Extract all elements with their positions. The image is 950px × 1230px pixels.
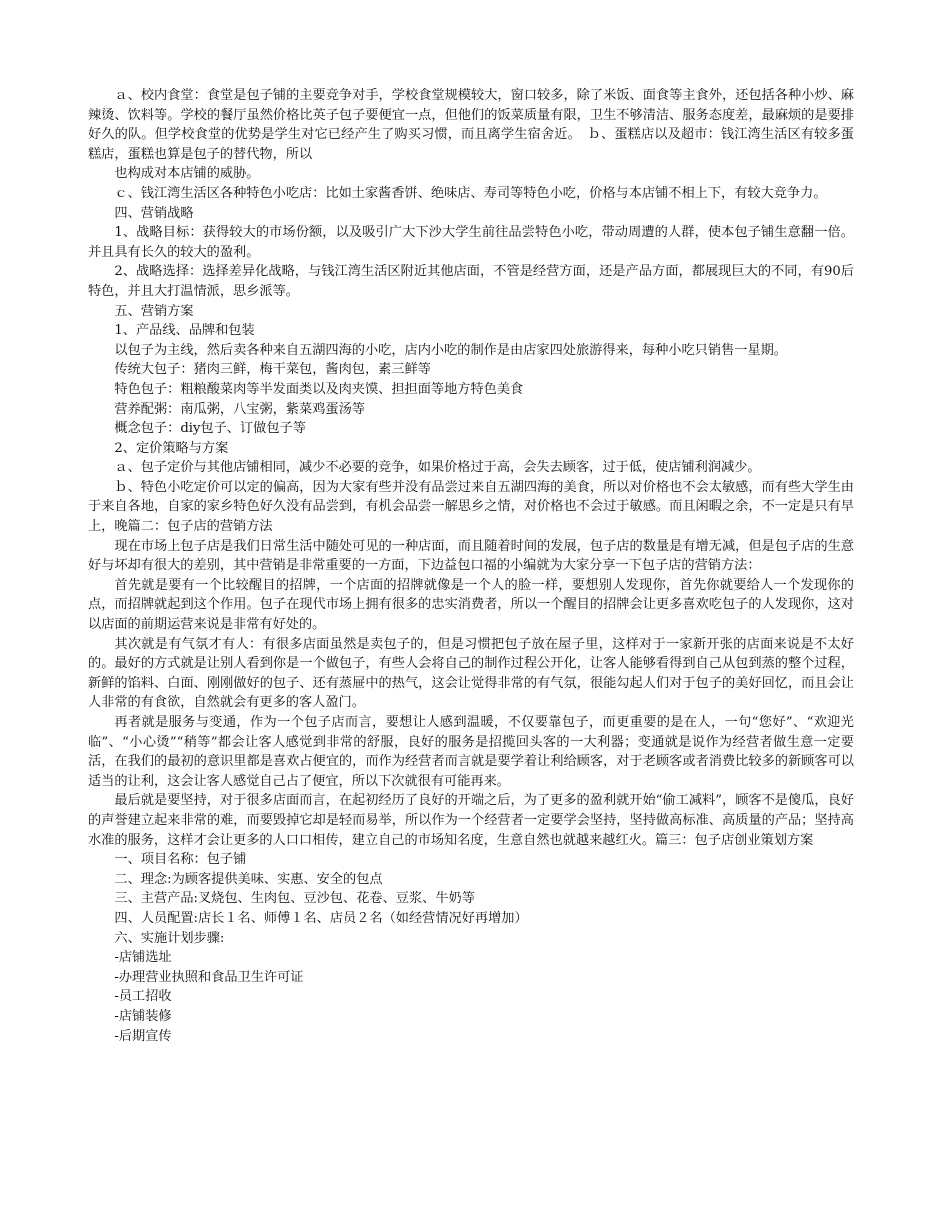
list-item-concept-buns: 概念包子：diy包子、订做包子等 <box>114 421 306 437</box>
paragraph-pricing-a: ａ、包子定价与其他店铺相同，减少不必要的竞争，如果价格过于高，会失去顾客，过于低，使店铺利润减少。 <box>114 460 761 476</box>
step-recruitment: -员工招收 <box>114 989 172 1005</box>
heading-marketing-plan: 五、营销方案 <box>114 303 194 319</box>
subheading-product-line: 1、产品线、品牌和包装 <box>114 323 255 339</box>
list-item-staffing: 四、人员配置:店长１名、师傅１名、店员２名（如经营情况好再增加） <box>114 910 528 926</box>
paragraph-strategy-goal: 1、战略目标：获得较大的市场份额，以及吸引广大下沙大学生前往品尝特色小吃，带动周遭的人群，使本包子铺生意翻一倍。并且具有长久的较大的盈利。 <box>88 225 854 260</box>
step-license: -办理营业执照和食品卫生许可证 <box>114 969 304 985</box>
paragraph-cake-threat: 也构成对本店铺的威胁。 <box>114 166 260 182</box>
list-item-concept: 二、理念:为顾客提供美味、实惠、安全的包点 <box>114 871 383 887</box>
paragraph-market-intro: 现在市场上包子店是我们日常生活中随处可见的一种店面，而且随着时间的发展，包子店的数量是有增无减，但是包子店的生意好与坏却有很大的差别，其中营销是非常重要的一方面，下边益包口福的小编就为大家分享一下包子店的营销方法： <box>88 538 854 574</box>
paragraph-snack-shops: ｃ、钱江湾生活区各种特色小吃店：比如土家酱香饼、绝味店、寿司等特色小吃，价格与本店铺不相上下，有较大竞争力。 <box>114 185 827 201</box>
paragraph-strategy-choice: 2、战略选择：选择差异化战略，与钱江湾生活区附近其他店面，不管是经营方面，还是产品方面，都展现巨大的不同，有90后特色，并且大打温情派，思乡派等。 <box>88 264 854 299</box>
list-item-project-name: 一、项目名称：包子铺 <box>114 852 247 868</box>
paragraph-persistence: 最后就是要坚持，对于很多店面而言，在起初经历了良好的开端之后，为了更多的盈利就开始“偷工减料”，顾客不是傻瓜，良好的声誉建立起来非常的难，而要毁掉它却是轻而易举，所以作为一个经营者一定要学会坚持，坚持做高标准、高质量的产品；坚持高水准的服务，这样才会让更多的人口口相传，建立自己的市场知名度，生意自然也就越来越红火。篇三：包子店创业策划方案 <box>88 793 854 848</box>
paragraph-pricing-b: ｂ、特色小吃定价可以定的偏高，因为大家有些并没有品尝过来自五湖四海的美食，所以对价格也不会太敏感，而有些大学生由于来自各地，自家的家乡特色好久没有品尝到，有机会品尝一解思乡之情，对价格也不会过于敏感。而且闲暇之余，不一定是只有早上，晚篇二：包子店的营销方法 <box>88 479 854 535</box>
subheading-pricing: 2、定价策略与方案 <box>114 440 229 456</box>
step-decoration: -店铺装修 <box>114 1008 172 1024</box>
paragraph-service: 再者就是服务与变通，作为一个包子店而言，要想让人感到温暖，不仅要靠包子，而更重要的是在人，一句“您好”、“欢迎光临”、“小心烫”“稍等”都会让客人感觉到非常的舒服，良好的服务是招揽回头客的一大利器；变通就是说作为经营者做生意一定要活，在我们的最初的意识里都是喜欢占便宜的，而作为经营者而言就是要学着让利给顾客，对于老顾客或者消费比较多的新顾客可以适当的让利，这会让客人感觉自己占了便宜，所以下次就很有可能再来。 <box>88 715 854 789</box>
list-item-implementation: 六、实施计划步骤: <box>114 930 225 946</box>
step-site-selection: -店铺选址 <box>114 950 172 966</box>
list-item-main-products: 三、主营产品:叉烧包、生肉包、豆沙包、花卷、豆浆、牛奶等 <box>114 891 475 907</box>
step-promotion: -后期宣传 <box>114 1028 172 1044</box>
document-body <box>88 86 854 1046</box>
heading-marketing-strategy: 四、营销战略 <box>114 205 194 221</box>
paragraph-signboard: 首先就是要有一个比较醒目的招牌，一个店面的招牌就像是一个人的脸一样，要想别人发现你，首先你就要给人一个发现你的点，而招牌就起到这个作用。包子在现代市场上拥有很多的忠实消费者，所以一个醒目的招牌会让更多喜欢吃包子的人发现你，这对以店面的前期运营来说是非常有好处的。 <box>88 577 854 633</box>
paragraph-canteen-competitor: ａ、校内食堂：食堂是包子铺的主要竞争对手，学校食堂规模较大，窗口较多，除了米饭、面食等主食外，还包括各种小炒、麻辣烫、饮料等。学校的餐厅虽然价格比英子包子要便宜一点，但他们的饭菜质量有限，卫生不够清洁、服务态度差，最麻烦的是要排好久的队。但学校食堂的优势是学生对它已经产生了购买习惯，而且离学生宿舍近。 ｂ、蛋糕店以及超市：钱江湾生活区有较多蛋糕店，蛋糕也算是包子的替代物，所以 <box>88 88 854 162</box>
paragraph-atmosphere: 其次就是有气氛才有人：有很多店面虽然是卖包子的，但是习惯把包子放在屋子里，这样对于一家新开张的店面来说是不太好的。最好的方式就是让别人看到你是一个做包子，有些人会将自己的制作过程公开化，让客人能够看得到自己从包到蒸的整个过程，新鲜的馅料、白面、刚刚做好的包子、还有蒸屉中的热气，这会让觉得非常的有气氛，很能勾起人们对于包子的美好回忆，而且会让人非常的有食欲，自然就会有更多的客人盈门。 <box>88 636 854 711</box>
paragraph-product-line: 以包子为主线，然后卖各种来自五湖四海的小吃，店内小吃的制作是由店家四处旅游得来，每种小吃只销售一星期。 <box>114 342 787 358</box>
list-item-special-buns: 特色包子：粗粮酸菜肉等半发面类以及肉夹馍、担担面等地方特色美食 <box>114 381 524 397</box>
list-item-porridge: 营养配粥：南瓜粥，八宝粥，紫菜鸡蛋汤等 <box>114 401 365 417</box>
list-item-traditional-buns: 传统大包子：猪肉三鲜，梅干菜包，酱肉包，素三鲜等 <box>114 362 431 378</box>
